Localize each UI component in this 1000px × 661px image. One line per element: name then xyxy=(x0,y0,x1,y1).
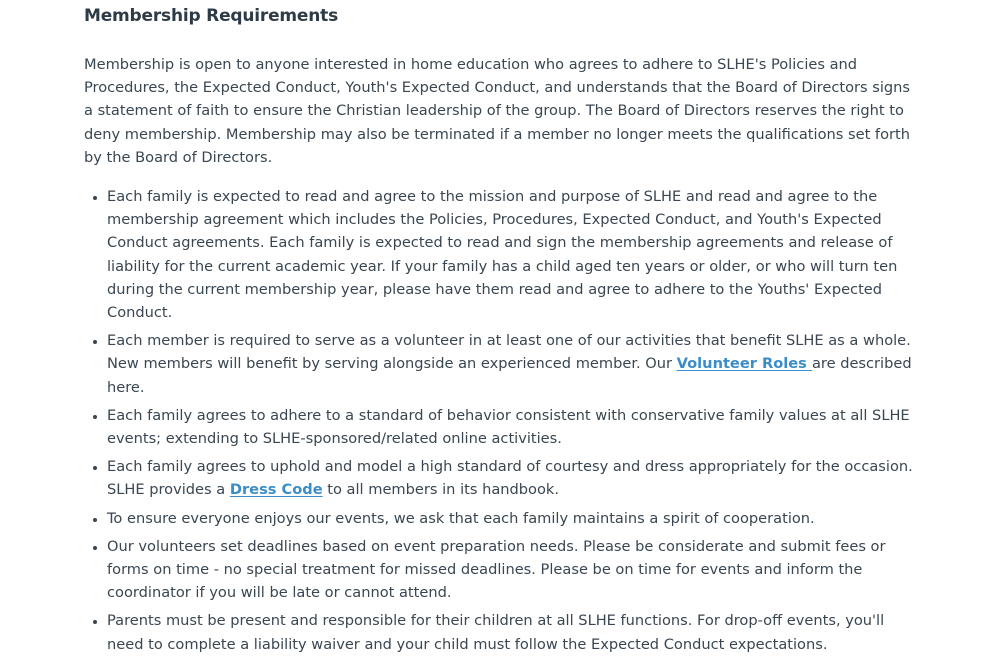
list-item-text-before: Each family agrees to uphold and model a high standard of courtesy and dress appropriately for the occasion. SLHE provides a xyxy=(107,458,913,499)
section-heading: Membership Requirements xyxy=(84,6,339,26)
list-item-text-after: to all members in its handbook. xyxy=(322,481,560,499)
list-item-text: Parents must be present and responsible for their children at all SLHE functions. For drop-off events, you'll need to complete a liability waiver and your child must follow the Expected Conduct expectations. xyxy=(107,612,885,653)
list-item-text-before: Each member is required to serve as a volunteer in at least one of our activities that benefit SLHE as a whole. New members will benefit by serving alongside an experienced member. Our xyxy=(107,332,911,373)
list-item-text: To ensure everyone enjoys our events, we ask that each family maintains a spirit of cooperation. xyxy=(107,509,815,527)
list-item xyxy=(107,455,918,501)
membership-requirements-section xyxy=(84,0,918,661)
list-item-text-after: are described here. xyxy=(107,355,912,396)
intro-paragraph: Membership is open to anyone interested in home education who agrees to adhere to SLHE's Policies and Procedures, the Expected Conduct, Youth's Expected Conduct, and understands that the Board of Directors signs a statement of faith to ensure the Christian leadership of the group. The Board of Directors reserves the right to deny membership. Membership may also be terminated if a member no longer meets the qualifications set forth by the Board of Directors. xyxy=(84,56,911,166)
requirements-list xyxy=(84,185,918,656)
list-item-text: Each family is expected to read and agree to the mission and purpose of SLHE and read and agree to the membership agreement which includes the Policies, Procedures, Expected Conduct, and Youth's Expected Conduct agreements. Each family is expected to read and sign the membership agreements and release of liability for the current academic year. If your family has a child aged ten years or older, or who will turn ten during the current membership year, please have them read and agree to adhere to the Youths' Expected Conduct. xyxy=(107,188,898,322)
list-item-text: Our volunteers set deadlines based on event preparation needs. Please be considerate and submit fees or forms on time - no special treatment for missed deadlines. Please be on time for events and inform the coordinator if you will be late or cannot attend. xyxy=(107,537,886,602)
dress-code-link[interactable]: Dress Code xyxy=(229,481,323,499)
list-item xyxy=(107,609,918,655)
list-item xyxy=(107,329,918,399)
list-item xyxy=(107,404,918,450)
list-item xyxy=(107,507,918,530)
list-item-text: Each family agrees to adhere to a standard of behavior consistent with conservative family values at all SLHE events; extending to SLHE-sponsored/related online activities. xyxy=(107,406,910,448)
list-item xyxy=(107,185,918,324)
volunteer-roles-link[interactable]: Volunteer Roles xyxy=(676,355,812,373)
list-item xyxy=(107,535,918,605)
